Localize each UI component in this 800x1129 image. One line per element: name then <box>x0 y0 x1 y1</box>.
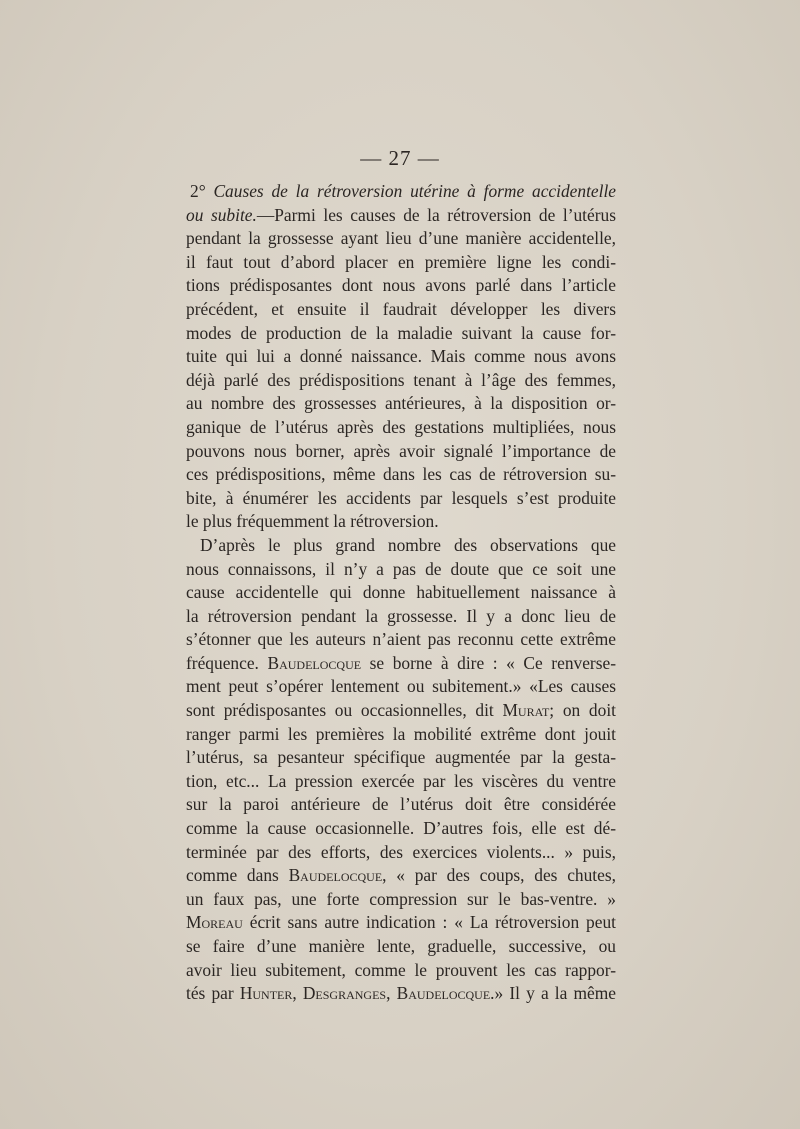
text-line: pouvons nous borner, après avoir signalé l’importance de <box>186 440 616 461</box>
text-run: tés par <box>186 983 234 1004</box>
page-number: — 27 — <box>360 146 440 170</box>
text-line: ment peut s’opérer lentement ou subitement.» «Les causes <box>186 676 616 697</box>
author-name: Moreau <box>186 912 243 933</box>
text-line: avoir lieu subitement, comme le prouvent les cas rappor- <box>186 959 616 980</box>
text-line: s’étonner que les auteurs n’aient pas reconnu cette extrême <box>186 629 616 650</box>
text-line: au nombre des grossesses antérieures, à la disposition or- <box>186 393 616 414</box>
author-name: Baudelocque. <box>396 983 495 1004</box>
text-line: nous connaissons, il n’y a pas de doute que ce soit une <box>186 558 616 579</box>
text-line <box>186 652 616 676</box>
text-run: ; on doit <box>549 700 616 721</box>
text-run: » Il y a la même <box>494 983 616 1004</box>
section-heading-line1 <box>186 180 616 204</box>
text-line: cause accidentelle qui donne habituellement naissance à <box>186 582 616 603</box>
text-line: comme la cause occasionnelle. D’autres fois, elle est dé- <box>186 818 616 839</box>
text-line: ranger parmi les premières la mobilité extrême dont jouit <box>186 723 616 744</box>
text-line: précédent, et ensuite il faudrait développer les divers <box>186 298 616 319</box>
text-line: déjà parlé des prédispositions tenant à l’âge des femmes, <box>186 369 616 390</box>
text-line <box>186 864 616 888</box>
text-line: ces prédispositions, même dans les cas de rétroversion su- <box>186 464 616 485</box>
text-line: le plus fréquemment la rétroversion. <box>186 511 439 532</box>
section-title-cont: ou subite. <box>186 204 257 225</box>
text-line: un faux pas, une forte compression sur le bas-ventre. » <box>186 888 616 909</box>
text-line: sur la paroi antérieure de l’utérus doit être considérée <box>186 794 616 815</box>
text-line: tion, etc... La pression exercée par les viscères du ventre <box>186 770 616 791</box>
text-line <box>186 699 616 723</box>
text-line: pendant la grossesse ayant lieu d’une manière accidentelle, <box>186 228 616 249</box>
text-line <box>186 911 616 935</box>
text-line: l’utérus, sa pesanteur spécifique augmentée par la gesta- <box>186 747 616 768</box>
author-name: Murat <box>502 700 550 721</box>
text-line <box>186 982 616 1006</box>
text-line: ganique de l’utérus après des gestations multipliées, nous <box>186 416 616 437</box>
section-heading-line2 <box>186 204 616 228</box>
text-run: écrit sans autre indication : « La rétroversion peut <box>249 912 616 933</box>
author-name: Hunter, <box>239 983 297 1004</box>
text-line: terminée par des efforts, des exercices violents... » puis, <box>186 841 616 862</box>
author-name: Desgranges, <box>302 983 391 1004</box>
text-line: il faut tout d’abord placer en première ligne les condi- <box>186 251 616 272</box>
text-run: fréquence. <box>186 652 259 673</box>
section-number: 2° <box>190 181 206 201</box>
text-line: tuite qui lui a donné naissance. Mais comme nous avons <box>186 346 616 367</box>
text-line: modes de production de la maladie suivant la cause for- <box>186 322 616 343</box>
author-name: Baudelocque, <box>288 865 387 886</box>
text-run: se borne à dire : « Ce renverse- <box>369 652 616 673</box>
text-line: tions prédisposantes dont nous avons parlé dans l’article <box>186 275 616 296</box>
heading-following-text: —Parmi les causes de la rétroversion de l’utérus <box>256 204 616 225</box>
text-line: se faire d’une manière lente, graduelle, successive, ou <box>186 936 616 956</box>
body-text <box>186 180 616 1006</box>
paragraph-1 <box>186 227 616 534</box>
section-title: Causes de la rétroversion utérine à forme accidentelle <box>213 181 616 201</box>
text-line: D’après le plus grand nombre des observations que <box>200 534 616 555</box>
text-run: sont prédisposantes ou occasionnelles, dit <box>186 700 494 721</box>
text-line: la rétroversion pendant la grossesse. Il y a donc lieu de <box>186 605 616 626</box>
text-run: comme dans <box>186 865 279 886</box>
text-line: bite, à énumérer les accidents par lesquels s’est produite <box>186 487 616 508</box>
text-run: « par des coups, des chutes, <box>396 865 616 886</box>
paragraph-2 <box>186 534 616 1006</box>
author-name: Baudelocque <box>267 652 362 673</box>
